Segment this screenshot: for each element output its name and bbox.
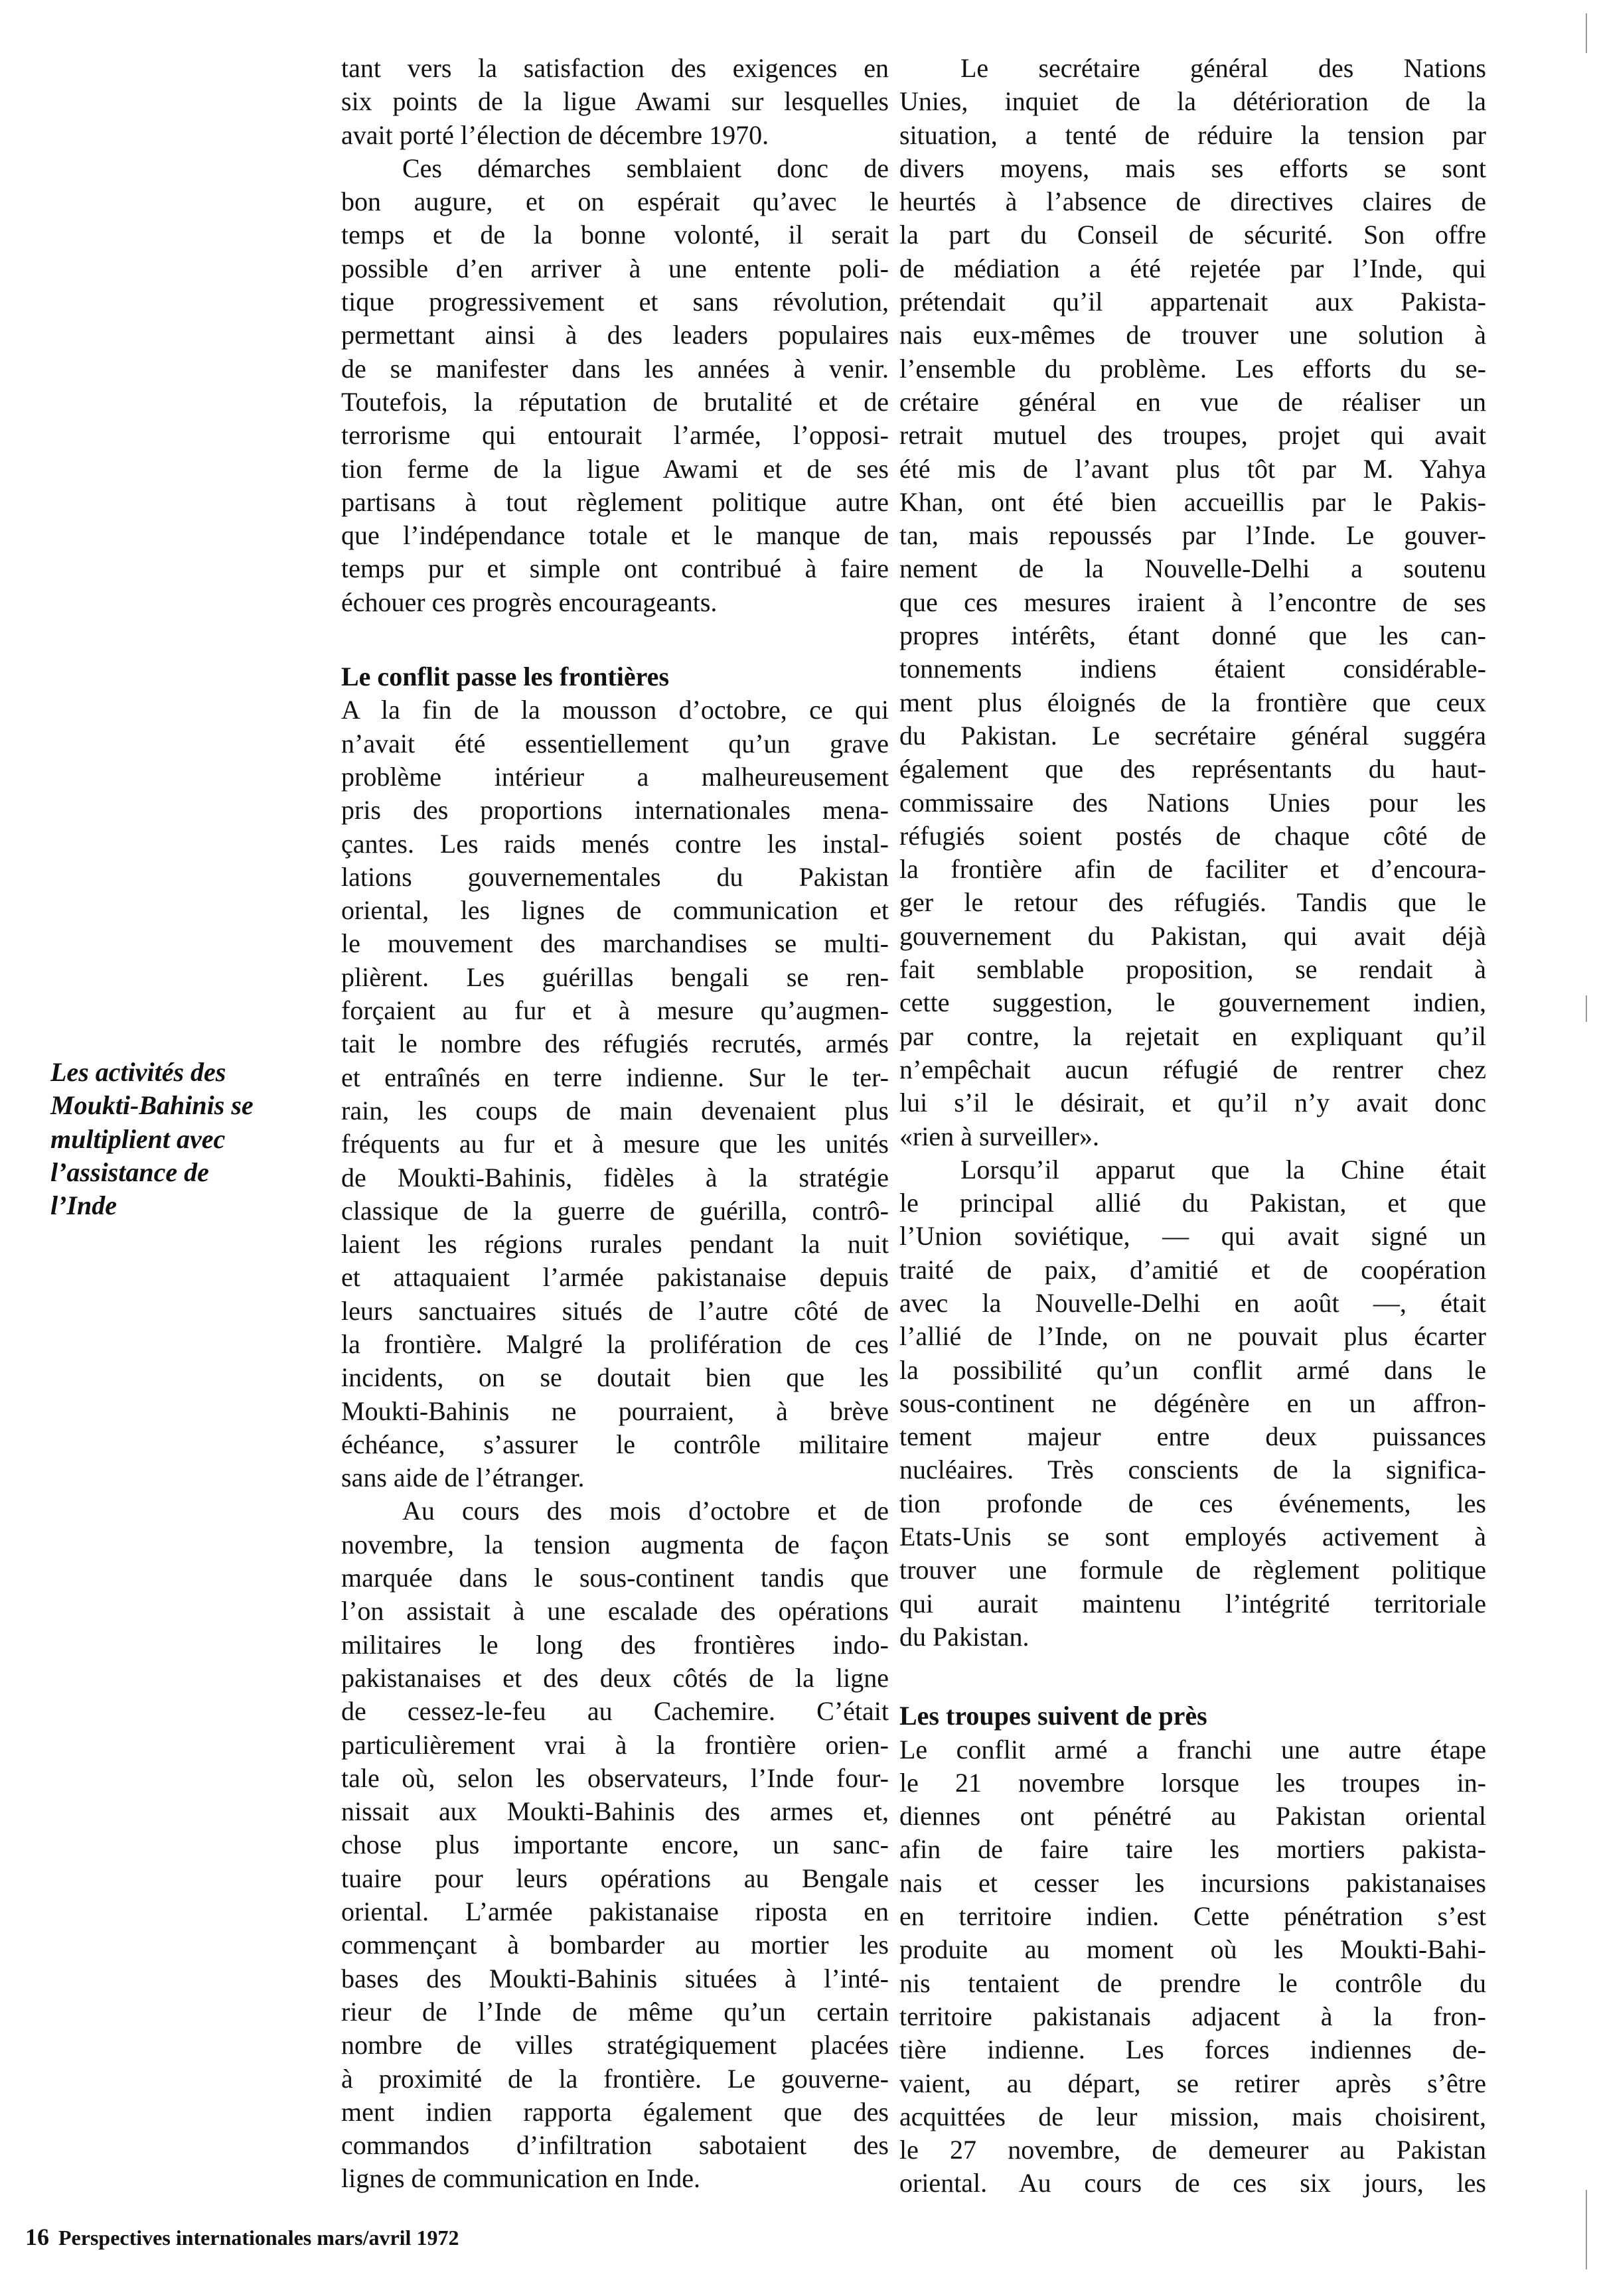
text-line: échéance, s’assurer le contrôle militaire <box>341 1429 889 1459</box>
text-line: n’empêchait aucun réfugié de rentrer chez <box>899 1054 1486 1084</box>
text-line: tière indienne. Les forces indiennes de- <box>899 2035 1486 2065</box>
text-line: le 27 novembre, de demeurer au Pakistan <box>899 2135 1486 2165</box>
margin-note-line: Moukti-Bahinis se <box>50 1090 254 1121</box>
text-line: le principal allié du Pakistan, et que <box>899 1188 1486 1218</box>
text-line: gouvernement du Pakistan, qui avait déjà <box>899 920 1486 951</box>
text-line: temps pur et simple ont contribué à faire <box>341 553 889 584</box>
text-line: marquée dans le sous-continent tandis que <box>341 1563 889 1593</box>
text-line: été mis de l’avant plus tôt par M. Yahya <box>899 453 1486 484</box>
text-line: le 21 novembre lorsque les troupes in- <box>899 1767 1486 1798</box>
text-line: tion ferme de la ligue Awami et de ses <box>341 453 889 484</box>
text-line: échouer ces progrès encourageants. <box>341 587 718 617</box>
text-line: de cessez-le-feu au Cachemire. C’était <box>341 1696 889 1727</box>
text-line: de médiation a été rejetée par l’Inde, qui <box>899 253 1486 283</box>
text-line: l’allié de l’Inde, on ne pouvait plus écarter <box>899 1321 1486 1352</box>
left-column <box>341 52 889 2196</box>
text-line: l’Union soviétique, — qui avait signé un <box>899 1221 1486 1252</box>
right-column <box>899 52 1486 2200</box>
paragraph <box>899 1733 1486 2200</box>
text-line: heurtés à l’absence de directives claires de <box>899 186 1486 217</box>
text-line: retrait mutuel des troupes, projet qui avait <box>899 420 1486 451</box>
scan-edge-mark <box>1586 13 1587 53</box>
text-line: vaient, au départ, se retirer après s’être <box>899 2068 1486 2098</box>
text-line: acquittées de leur mission, mais choisirent, <box>899 2101 1486 2131</box>
text-line: n’avait été essentiellement qu’un grave <box>341 728 889 758</box>
page-footer <box>25 2223 459 2251</box>
text-line: lations gouvernementales du Pakistan <box>341 861 889 892</box>
text-line: pakistanaises et des deux côtés de la ligne <box>341 1662 889 1693</box>
text-line: «rien à surveiller». <box>899 1121 1099 1151</box>
text-line: fait semblable proposition, se rendait à <box>899 954 1486 985</box>
text-line: Le secrétaire général des Nations <box>960 53 1486 83</box>
text-line: ger le retour des réfugiés. Tandis que le <box>899 887 1486 918</box>
margin-note-line: l’assistance de <box>50 1157 209 1187</box>
text-line: sans aide de l’étranger. <box>341 1463 585 1493</box>
text-line: bon augure, et on espérait qu’avec le <box>341 186 889 217</box>
text-line: propres intérêts, étant donné que les can- <box>899 620 1486 651</box>
text-line: que l’indépendance totale et le manque de <box>341 520 889 551</box>
text-line: du Pakistan. <box>899 1621 1029 1652</box>
margin-note <box>50 1056 316 1222</box>
text-line: à proximité de la frontière. Le gouverne- <box>341 2063 889 2094</box>
text-line: traité de paix, d’amitié et de coopération <box>899 1254 1486 1285</box>
text-line: la possibilité qu’un conflit armé dans le <box>899 1354 1486 1385</box>
text-line: fréquents au fur et à mesure que les unités <box>341 1129 889 1159</box>
text-line: Etats-Unis se sont employés activement à <box>899 1522 1486 1552</box>
text-line: commissaire des Nations Unies pour les <box>899 787 1486 818</box>
text-line: nis tentaient de prendre le contrôle du <box>899 1968 1486 1998</box>
text-line: le mouvement des marchandises se multi- <box>341 928 889 959</box>
text-line: oriental, les lignes de communication et <box>341 895 889 926</box>
section-heading: Les troupes suivent de près <box>899 1701 1207 1731</box>
text-line: Khan, ont été bien accueillis par le Pakis- <box>899 486 1486 517</box>
text-line: la frontière. Malgré la prolifération de ces <box>341 1328 889 1359</box>
paragraph <box>341 693 889 1494</box>
text-line: par contre, la rejetait en expliquant qu’il <box>899 1021 1486 1051</box>
text-line: diennes ont pénétré au Pakistan oriental <box>899 1801 1486 1831</box>
text-line: Au cours des mois d’octobre et de <box>402 1496 889 1526</box>
text-line: Le conflit armé a franchi une autre étape <box>899 1734 1486 1764</box>
text-line: tuaire pour leurs opérations au Bengale <box>341 1863 889 1893</box>
text-line: divers moyens, mais ses efforts se sont <box>899 153 1486 183</box>
text-line: Lorsqu’il apparut que la Chine était <box>960 1154 1486 1184</box>
text-line: sous-continent ne dégénère en un affron- <box>899 1388 1486 1418</box>
text-line: commençant à bombarder au mortier les <box>341 1930 889 1960</box>
text-line: territoire pakistanais adjacent à la fron- <box>899 2001 1486 2031</box>
text-line: plièrent. Les guérillas bengali se ren- <box>341 962 889 992</box>
text-line: tion profonde de ces événements, les <box>899 1488 1486 1518</box>
text-line: chose plus importante encore, un sanc- <box>341 1830 889 1860</box>
text-line: la frontière afin de faciliter et d’encoura- <box>899 854 1486 885</box>
scan-edge-mark <box>1586 995 1587 1022</box>
text-line: particulièrement vrai à la frontière orien- <box>341 1729 889 1760</box>
text-line: pris des proportions internationales mena- <box>341 795 889 825</box>
text-line: l’ensemble du problème. Les efforts du se- <box>899 353 1486 384</box>
text-line: et entraînés en terre indienne. Sur le ter- <box>341 1062 889 1092</box>
text-line: nais eux-mêmes de trouver une solution à <box>899 320 1486 350</box>
text-line: ment indien rapporta également que des <box>341 2096 889 2127</box>
text-line: Toutefois, la réputation de brutalité et de <box>341 386 889 417</box>
text-line: possible d’en arriver à une entente poli- <box>341 253 889 283</box>
text-line: de se manifester dans les années à venir. <box>341 353 889 384</box>
text-line: Moukti-Bahinis ne pourraient, à brève <box>341 1396 889 1426</box>
text-line: tant vers la satisfaction des exigences en <box>341 53 889 83</box>
text-line: tement majeur entre deux puissances <box>899 1421 1486 1452</box>
text-line: nucléaires. Très conscients de la significa- <box>899 1455 1486 1485</box>
text-line: terrorisme qui entourait l’armée, l’opposi- <box>341 420 889 451</box>
text-line: tan, mais repoussés par l’Inde. Le gouver- <box>899 520 1486 551</box>
text-line: tonnements indiens étaient considérable- <box>899 654 1486 684</box>
text-line: Ces démarches semblaient donc de <box>402 153 889 183</box>
text-line: forçaient au fur et à mesure qu’augmen- <box>341 995 889 1026</box>
text-line: qui aurait maintenu l’intégrité territoriale <box>899 1588 1486 1618</box>
text-line: prétendait qu’il appartenait aux Pakista- <box>899 287 1486 317</box>
text-line: et attaquaient l’armée pakistanaise depuis <box>341 1262 889 1293</box>
text-line: la part du Conseil de sécurité. Son offre <box>899 220 1486 250</box>
text-line: six points de la ligue Awami sur lesquelles <box>341 86 889 117</box>
margin-note-line: l’Inde <box>50 1190 117 1221</box>
text-line: du Pakistan. Le secrétaire général suggéra <box>899 720 1486 751</box>
text-line: produite au moment où les Moukti-Bahi- <box>899 1934 1486 1965</box>
margin-note-line: multiplient avec <box>50 1123 226 1154</box>
text-line: nement de la Nouvelle-Delhi a soutenu <box>899 553 1486 584</box>
text-line: temps et de la bonne volonté, il serait <box>341 220 889 250</box>
text-line: situation, a tenté de réduire la tension par <box>899 119 1486 150</box>
text-line: de Moukti-Bahinis, fidèles à la stratégie <box>341 1162 889 1192</box>
text-line: nissait aux Moukti-Bahinis des armes et, <box>341 1796 889 1827</box>
text-line: l’on assistait à une escalade des opérations <box>341 1596 889 1626</box>
text-line: crétaire général en vue de réaliser un <box>899 386 1486 417</box>
text-line: permettant ainsi à des leaders populaires <box>341 320 889 350</box>
text-line: classique de la guerre de guérilla, contrô- <box>341 1195 889 1226</box>
text-line: lui s’il le désirait, et qu’il n’y avait donc <box>899 1088 1486 1118</box>
margin-note-line: Les activités des <box>50 1057 226 1087</box>
text-line: incidents, on se doutait bien que les <box>341 1362 889 1393</box>
text-line: commandos d’infiltration sabotaient des <box>341 2130 889 2161</box>
text-line: rieur de l’Inde de même qu’un certain <box>341 1996 889 2027</box>
paragraph <box>341 152 889 619</box>
section-heading: Le conflit passe les frontières <box>341 662 670 692</box>
text-line: lignes de communication en Inde. <box>341 2163 700 2194</box>
text-line: également que des représentants du haut- <box>899 754 1486 784</box>
text-line: réfugiés soient postés de chaque côté de <box>899 820 1486 851</box>
text-line: rain, les coups de main devenaient plus <box>341 1095 889 1125</box>
text-line: nais et cesser les incursions pakistanaises <box>899 1867 1486 1898</box>
text-line: trouver une formule de règlement politique <box>899 1555 1486 1585</box>
paragraph <box>341 1494 889 2195</box>
text-line: leurs sanctuaires situés de l’autre côté de <box>341 1295 889 1326</box>
text-line: problème intérieur a malheureusement <box>341 761 889 792</box>
text-line: avait porté l’élection de décembre 1970. <box>341 119 769 150</box>
text-line: que ces mesures iraient à l’encontre de ses <box>899 587 1486 617</box>
text-line: oriental. Au cours de ces six jours, les <box>899 2168 1486 2198</box>
page-number: 16 <box>25 2224 49 2250</box>
scan-edge-mark <box>1586 2190 1587 2269</box>
paragraph <box>341 52 889 152</box>
text-line: nombre de villes stratégiquement placées <box>341 2030 889 2060</box>
text-line: ment plus éloignés de la frontière que ceux <box>899 687 1486 717</box>
text-line: Unies, inquiet de la détérioration de la <box>899 86 1486 117</box>
text-line: afin de faire taire les mortiers pakista- <box>899 1834 1486 1865</box>
text-line: tique progressivement et sans révolution, <box>341 287 889 317</box>
paragraph <box>899 52 1486 1153</box>
text-line: A la fin de la mousson d’octobre, ce qui <box>341 695 889 725</box>
text-line: laient les régions rurales pendant la nuit <box>341 1229 889 1259</box>
text-line: cette suggestion, le gouvernement indien, <box>899 987 1486 1018</box>
text-line: tale où, selon les observateurs, l’Inde four- <box>341 1762 889 1793</box>
text-line: partisans à tout règlement politique autre <box>341 486 889 517</box>
text-line: tait le nombre des réfugiés recrutés, armés <box>341 1029 889 1059</box>
paragraph <box>899 1153 1486 1654</box>
text-line: bases des Moukti-Bahinis situées à l’inté- <box>341 1963 889 1993</box>
text-line: novembre, la tension augmenta de façon <box>341 1529 889 1559</box>
text-line: avec la Nouvelle-Delhi en août —, était <box>899 1287 1486 1318</box>
text-line: oriental. L’armée pakistanaise riposta en <box>341 1897 889 1927</box>
text-line: çantes. Les raids menés contre les instal- <box>341 828 889 859</box>
publication-info: Perspectives internationales mars/avril 1972 <box>58 2226 459 2250</box>
text-line: militaires le long des frontières indo- <box>341 1629 889 1660</box>
text-line: en territoire indien. Cette pénétration s’est <box>899 1901 1486 1932</box>
